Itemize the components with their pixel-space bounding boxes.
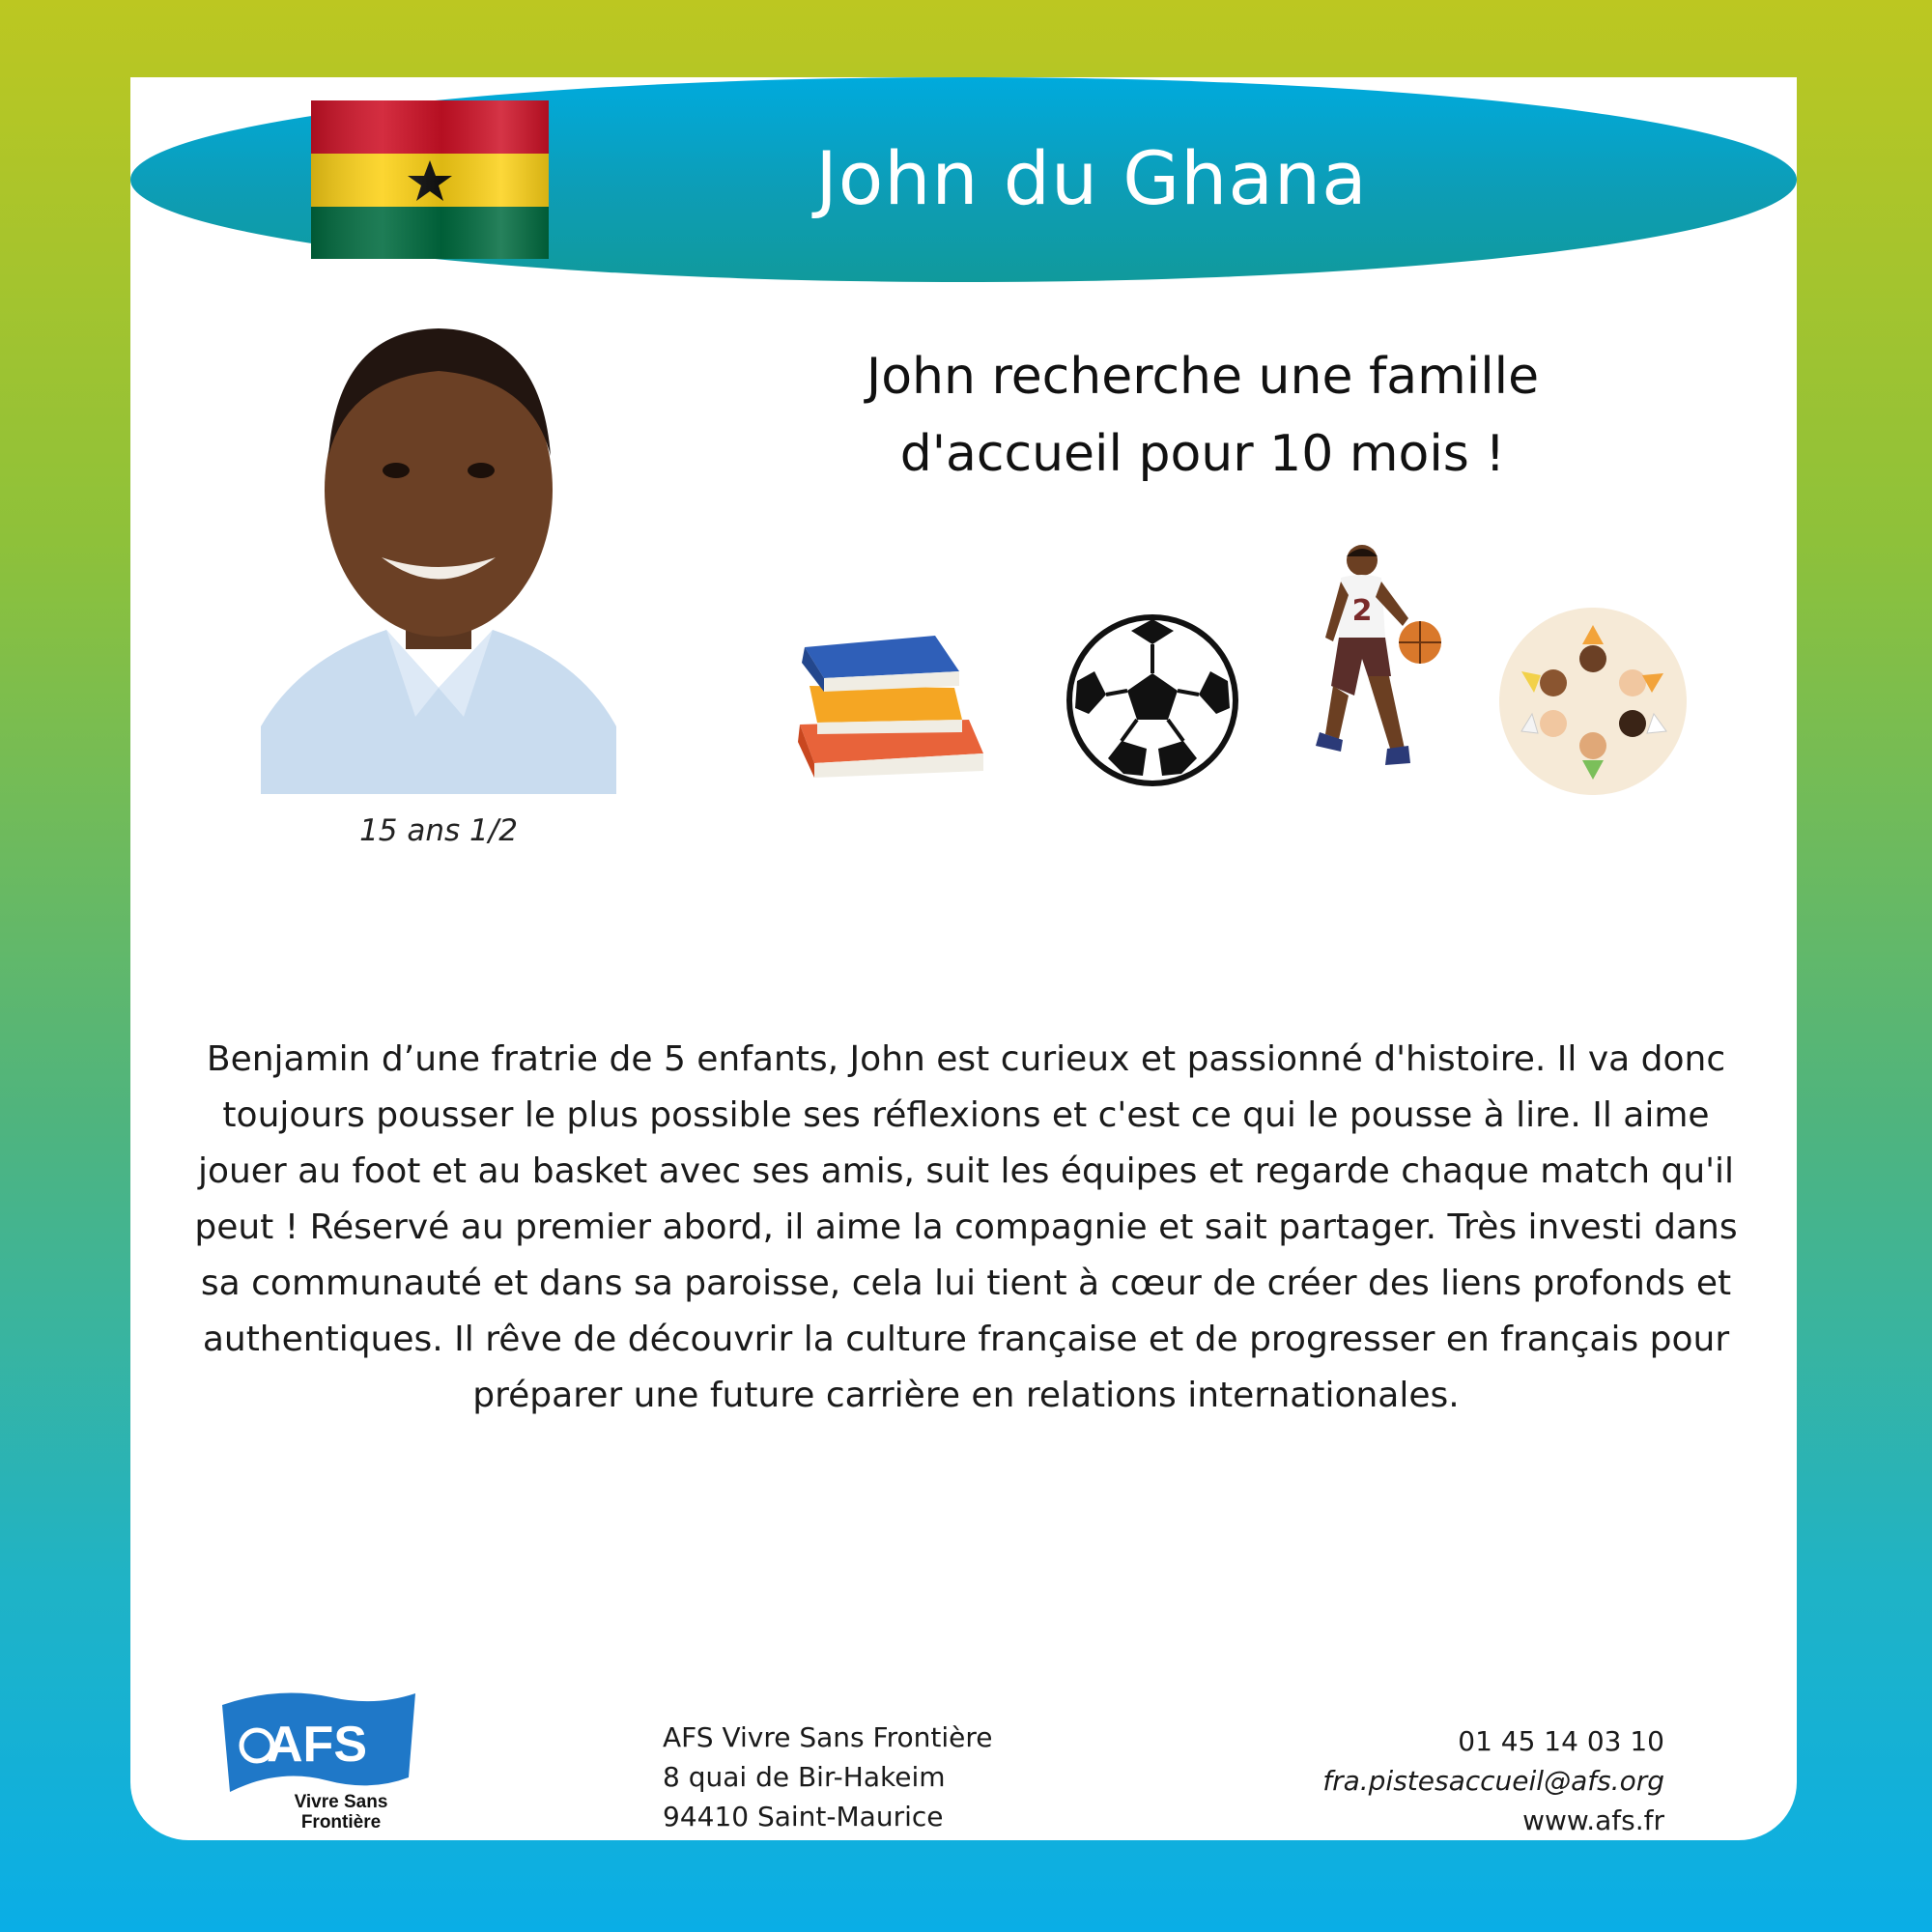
student-photo [261, 311, 616, 794]
basketball-player-icon [1312, 541, 1447, 778]
website-link[interactable]: www.afs.fr [1522, 1804, 1664, 1836]
headline-line-1: John recherche une famille [866, 348, 1540, 406]
headline-line-2: d'accueil pour 10 mois ! [899, 425, 1506, 483]
logo-line-2: Frontière [300, 1812, 382, 1833]
afs-logo-wordmark: AFS [267, 1717, 367, 1773]
address-line-1: AFS Vivre Sans Frontière [663, 1721, 993, 1753]
logo-line-1: Vivre Sans [294, 1792, 388, 1812]
afs-logo-tagline [273, 1792, 409, 1833]
phone-number: 01 45 14 03 10 [1458, 1725, 1664, 1757]
headline [773, 338, 1633, 493]
address-line-2: 8 quai de Bir-Hakeim [663, 1761, 946, 1793]
student-age: 15 ans 1/2 [359, 813, 518, 848]
postal-address [663, 1718, 1068, 1836]
soccer-ball-icon [1065, 613, 1239, 787]
books-icon [790, 628, 989, 778]
svg-text:2: 2 [1351, 594, 1373, 628]
address-line-3: 94410 Saint-Maurice [663, 1801, 944, 1833]
email-link[interactable]: fra.pistesaccueil@afs.org [1322, 1765, 1664, 1797]
bio-paragraph: Benjamin d’une fratrie de 5 enfants, John est curieux et passionné d'histoire. Il va donc toujours pousser le plus possible ses réflexions et c'est ce qui le pousse à lire. Il aime jouer au foot et au basket avec ses amis, suit les équipes et regarde chaque match qu'il peut ! Réservé au premier abord, il aime la compagnie et sait partager. Très investi dans sa communauté et dans sa paroisse, cela lui tient à cœur de créer des liens profonds et authentiques. Il rêve de découvrir la culture française et de progresser en français pour préparer une future carrière en relations internationales. [194, 1039, 1738, 1415]
ghana-flag-icon [311, 100, 549, 259]
page-title: John du Ghana [815, 135, 1368, 221]
community-people-icon [1497, 606, 1689, 797]
contact-info [1183, 1721, 1664, 1840]
